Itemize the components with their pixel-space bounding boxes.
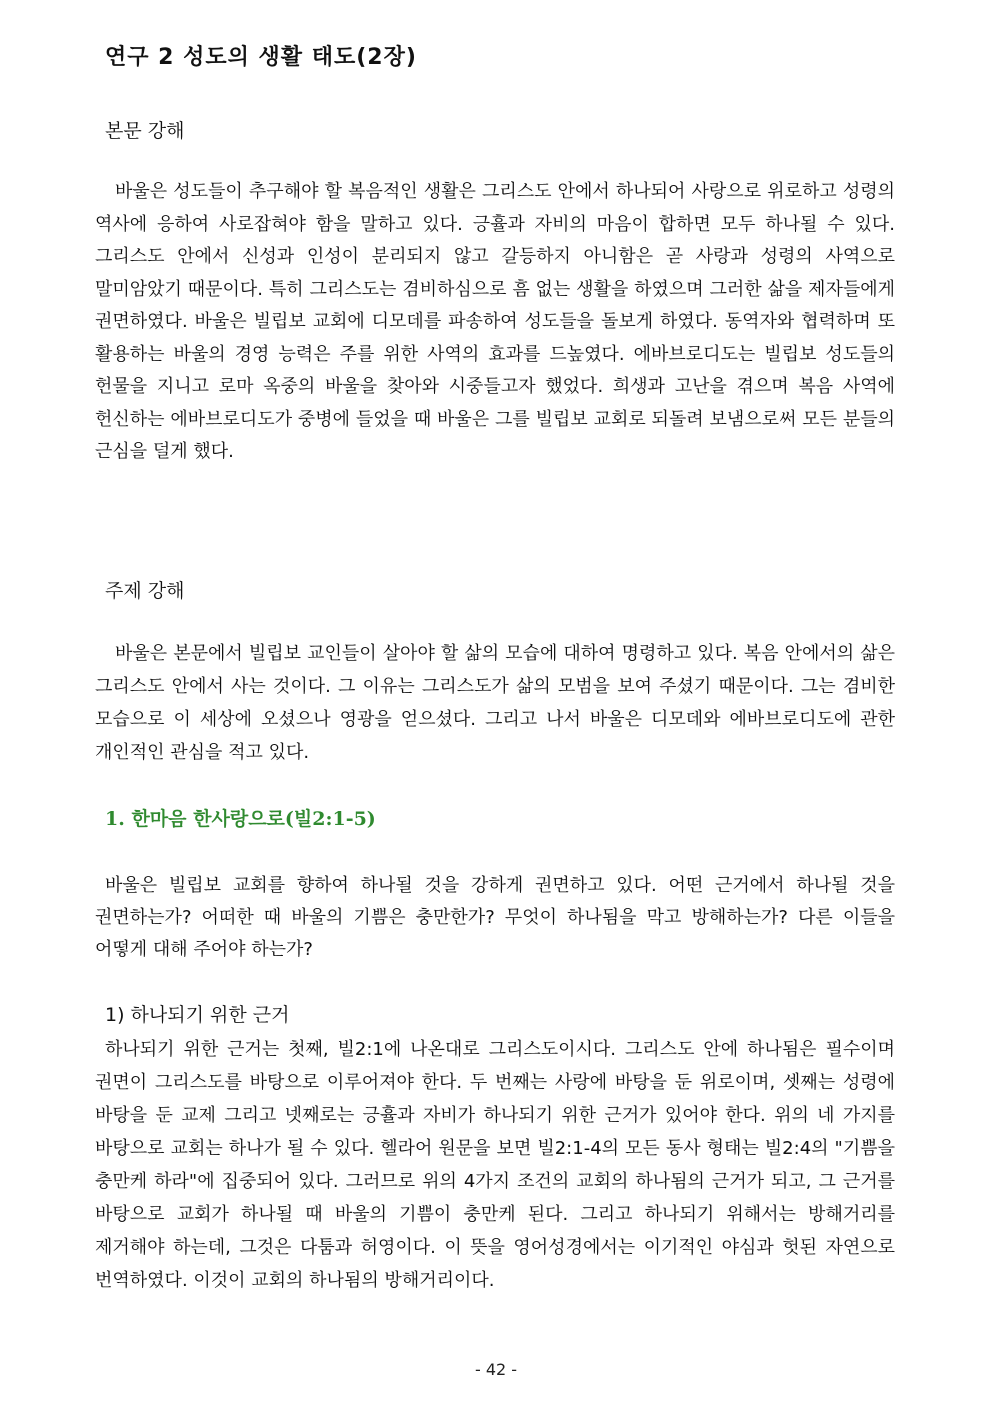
section-paragraph-text-exposition: 바울은 성도들이 추구해야 할 복음적인 생활은 그리스도 안에서 하나되어 사랑으로 위로하고 성령의 역사에 응하여 사로잡혀야 함을 말하고 있다. 긍휼과 자비의 마음이 합하면 모두 하나될 수 있다. 그리스도 안에서 신성과 인성이 분리되지 않고 갈등하지 아니함은 곧 사랑과 성령의 사역으로 말미암았기 때문이다. 특히 그리스도는 겸비하심으로 흠 없는 생활을 하였으며 그러한 삶을 제자들에게 권면하였다. 바울은 빌립보 교회에 디모데를 파송하여 성도들을 돌보게 하였다. 동역자와 협력하며 또 활용하는 바울의 경영 능력은 주를 위한 사역의 효과를 드높였다. 에바브로디도는 빌립보 성도들의 헌물을 지니고 로마 옥중의 바울을 찾아와 시중들고자 했었다. 희생과 고난을 겪으며 복음 사역에 헌신하는 에바브로디도가 중병에 들었을 때 바울은 그를 빌립보 교회로 되돌려 보냄으로써 모든 분들의 근심을 덜게 했다. (95, 181, 895, 462)
section-heading-theme-exposition: 주제 강해 (105, 580, 185, 602)
page-number: - 42 - (474, 1360, 518, 1379)
subsection-heading-one-mind: 1. 한마음 한사랑으로(빌2:1-5) (105, 808, 376, 830)
point-paragraph-basis-for-unity: 하나되기 위한 근거는 첫째, 빌2:1에 나온대로 그리스도이시다. 그리스도 안에 하나됨은 필수이며 권면이 그리스도를 바탕으로 이루어져야 한다. 두 번째는 사랑에 바탕을 둔 위로이며, 셋째는 성령에 바탕을 둔 교제 그리고 넷째로는 긍휼과 자비가 하나되기 위한 근거가 있어야 한다. 위의 네 가지를 바탕으로 교회는 하나가 될 수 있다. 헬라어 원문을 보면 빌2:1-4의 모든 동사 형태는 빌2:4의 "기쁨을 충만케 하라"에 집중되어 있다. 그러므로 위의 4가지 조건의 교회의 하나됨의 근거가 되고, 그 근거를 바탕으로 교회가 하나될 때 바울의 기쁨이 충만케 된다. 그리고 하나되기 위해서는 방해거리를 제거해야 하는데, 그것은 다툼과 허영이다. 이 뜻을 영어성경에서는 이기적인 야심과 헛된 자연으로 번역하였다. 이것이 교회의 하나됨의 방해거리이다. (95, 1039, 895, 1291)
section-heading-text-exposition: 본문 강해 (105, 120, 185, 142)
subsection-paragraph-one-mind: 바울은 빌립보 교회를 향하여 하나될 것을 강하게 권면하고 있다. 어떤 근거에서 하나될 것을 권면하는가? 어떠한 때 바울의 기쁨은 충만한가? 무엇이 하나됨을 막고 방해하는가? 다른 이들을 어떻게 대해 주어야 하는가? (95, 875, 895, 960)
page-title: 연구 2 성도의 생활 태도(2장) (105, 45, 417, 70)
section-paragraph-theme-exposition: 바울은 본문에서 빌립보 교인들이 살아야 할 삶의 모습에 대하여 명령하고 있다. 복음 안에서의 삶은 그리스도 안에서 사는 것이다. 그 이유는 그리스도가 삶의 모범을 보여 주셨기 때문이다. 그는 겸비한 모습으로 이 세상에 오셨으나 영광을 얻으셨다. 그리고 나서 바울은 디모데와 에바브로디도에 관한 개인적인 관심을 적고 있다. (95, 643, 895, 763)
point-heading-basis-for-unity: 1) 하나되기 위한 근거 (105, 1004, 290, 1026)
